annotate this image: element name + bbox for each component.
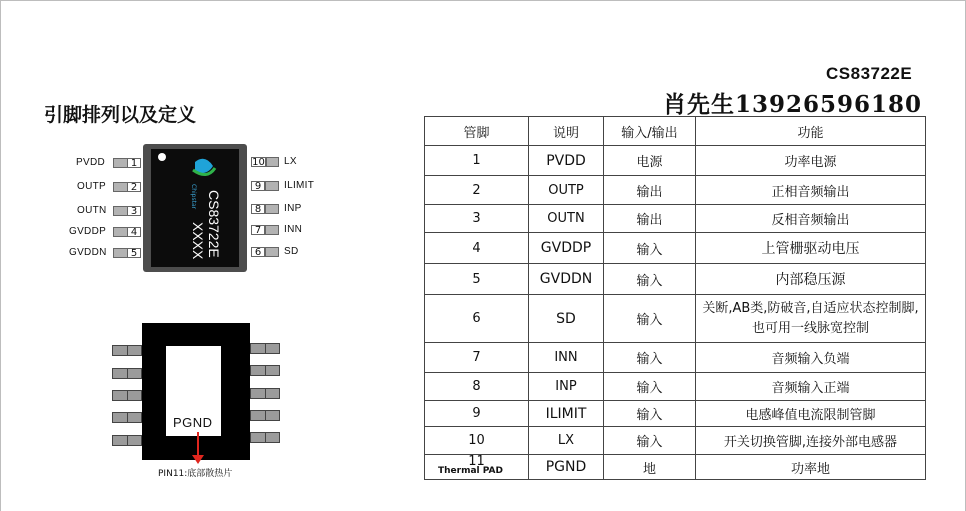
cell-function: 正相音频输出: [696, 176, 926, 205]
thermal-pad-label: Thermal PAD: [438, 466, 503, 476]
cell-function: 关断,AB类,防破音,自适应状态控制脚,也可用一线脉宽控制: [696, 295, 926, 343]
pin-lead-9: [265, 181, 279, 191]
pin-label-ilimit: ILIMIT: [284, 180, 315, 191]
header-pin: 管脚: [425, 117, 529, 146]
cell-io: 输入: [604, 427, 696, 455]
svg-text:Chipstar: Chipstar: [190, 184, 197, 210]
cell-name: PVDD: [529, 146, 604, 176]
cell-io: 电源: [604, 146, 696, 176]
pin-number-9: 9: [251, 181, 265, 191]
cell-function: 上管栅驱动电压: [696, 233, 926, 264]
pin-number-2: 2: [127, 182, 141, 192]
cell-function: 功率电源: [696, 146, 926, 176]
pin11-note: PIN11:底部散热片: [158, 469, 233, 479]
cell-name: PGND: [529, 455, 604, 480]
cell-name: OUTN: [529, 205, 604, 233]
cell-name: LX: [529, 427, 604, 455]
cell-pin: 10: [425, 427, 529, 455]
bottom-right-lead-8: [250, 388, 280, 399]
bottom-right-lead-6: [250, 432, 280, 443]
cell-function: 功率地: [696, 455, 926, 480]
cell-name: INN: [529, 343, 604, 373]
chip-marking-line2: XXXX: [190, 222, 206, 260]
cell-name: ILIMIT: [529, 401, 604, 427]
cell-function: 开关切换管脚,连接外部电感器: [696, 427, 926, 455]
frame-left-line: [0, 0, 1, 511]
pin-number-8: 8: [251, 204, 265, 214]
cell-pin: 2: [425, 176, 529, 205]
cell-pin: 11: [425, 455, 529, 480]
table-row: [425, 176, 926, 205]
pin-number-1: 1: [127, 158, 141, 168]
cell-pin: 4: [425, 233, 529, 264]
pin-label-gvddp: GVDDP: [69, 226, 107, 237]
table-row: [425, 401, 926, 427]
cell-function: 音频输入正端: [696, 373, 926, 401]
cell-io: 输出: [604, 205, 696, 233]
pin-number-10: 10: [252, 157, 265, 168]
pin-label-sd: SD: [284, 246, 299, 257]
table-row: [425, 146, 926, 176]
pin-lead-6: [265, 247, 279, 257]
cell-pin: 7: [425, 343, 529, 373]
cell-pin: 6: [425, 295, 529, 343]
bottom-right-lead-10: [250, 343, 280, 354]
pgnd-arrow-head-icon: [192, 455, 204, 464]
pin-label-gvddn: GVDDN: [69, 247, 107, 258]
cell-name: INP: [529, 373, 604, 401]
table-row: [425, 373, 926, 401]
bottom-left-lead-5: [112, 435, 142, 446]
pin1-marker-dot: [158, 153, 166, 161]
section-title: 引脚排列以及定义: [44, 104, 197, 126]
pin-number-4: 4: [127, 227, 141, 237]
pgnd-label: PGND: [173, 415, 213, 430]
table-row: [425, 264, 926, 295]
table-row: [425, 427, 926, 455]
cell-io: 输入: [604, 295, 696, 343]
cell-io: 输入: [604, 264, 696, 295]
cell-name: GVDDP: [529, 233, 604, 264]
pin-definition-table: [424, 116, 926, 480]
bottom-left-lead-1: [112, 345, 142, 356]
pin-lead-8: [265, 204, 279, 214]
header-function: 功能: [696, 117, 926, 146]
cell-io: 输入: [604, 233, 696, 264]
cell-function: 电感峰值电流限制管脚: [696, 401, 926, 427]
pin-lead-7: [265, 225, 279, 235]
pin-label-outn: OUTN: [77, 205, 107, 216]
pin-label-pvdd: PVDD: [76, 157, 105, 168]
pin-label-inp: INP: [284, 203, 302, 214]
cell-io: 输出: [604, 176, 696, 205]
chip-marking-line1: CS83722E: [206, 190, 222, 258]
cell-name: OUTP: [529, 176, 604, 205]
part-number: CS83722E: [826, 64, 913, 83]
cell-pin: 9: [425, 401, 529, 427]
table-row: [425, 295, 926, 343]
cell-io: 输入: [604, 401, 696, 427]
header-io: 输入/输出: [604, 117, 696, 146]
pin-label-outp: OUTP: [77, 181, 106, 192]
cell-pin: 5: [425, 264, 529, 295]
table-row: [425, 233, 926, 264]
pin-lead-10: [266, 157, 279, 167]
pin-number-3: 3: [127, 206, 141, 216]
chip-marking: [183, 150, 243, 270]
bottom-left-lead-3: [112, 390, 142, 401]
bottom-left-lead-2: [112, 368, 142, 379]
table-row: [425, 205, 926, 233]
contact-info: 肖先生13926596180: [663, 91, 923, 118]
table-row: [425, 343, 926, 373]
pin-number-6: 6: [251, 247, 265, 257]
pin-label-inn: INN: [284, 224, 303, 235]
cell-io: 输入: [604, 373, 696, 401]
cell-pin: 8: [425, 373, 529, 401]
cell-name: SD: [529, 295, 604, 343]
bottom-right-lead-7: [250, 410, 280, 421]
cell-io: 输入: [604, 343, 696, 373]
cell-pin: 3: [425, 205, 529, 233]
cell-function: 内部稳压源: [696, 264, 926, 295]
cell-name: GVDDN: [529, 264, 604, 295]
header-name: 说明: [529, 117, 604, 146]
cell-function: 音频输入负端: [696, 343, 926, 373]
pin-number-5: 5: [127, 248, 141, 258]
pin-number-7: 7: [251, 225, 265, 235]
cell-function: 反相音频输出: [696, 205, 926, 233]
table-header-row: [425, 117, 926, 146]
frame-top-line: [0, 0, 966, 1]
bottom-right-lead-9: [250, 365, 280, 376]
pin-label-lx: LX: [284, 156, 297, 167]
bottom-left-lead-4: [112, 412, 142, 423]
cell-pin: 1: [425, 146, 529, 176]
cell-io: 地: [604, 455, 696, 480]
